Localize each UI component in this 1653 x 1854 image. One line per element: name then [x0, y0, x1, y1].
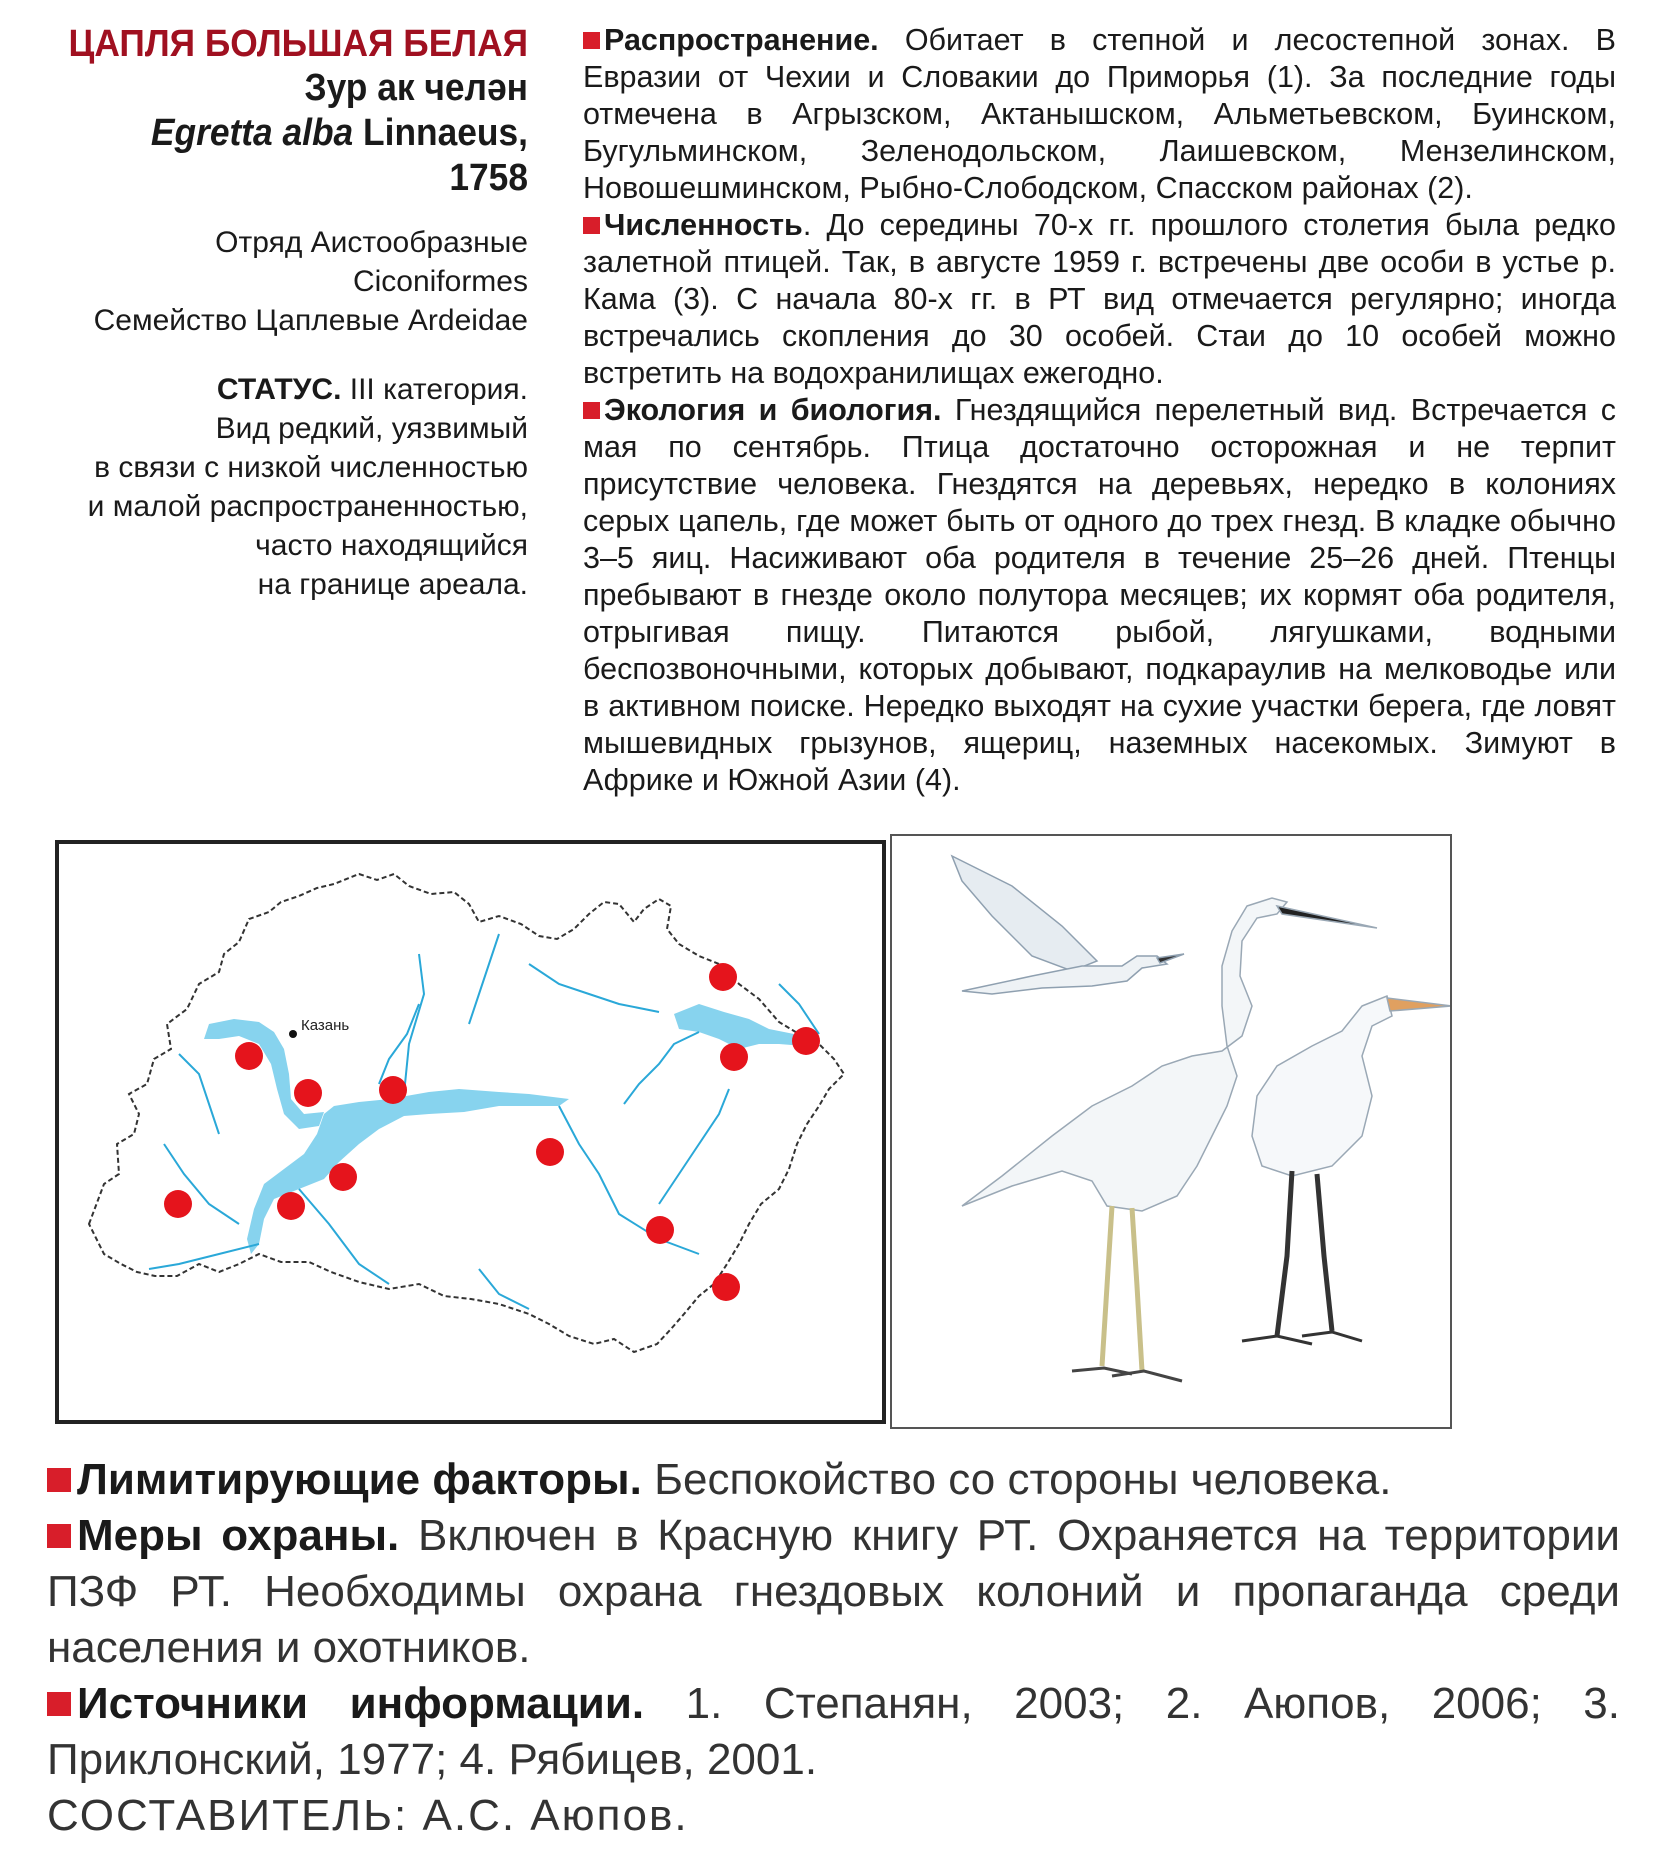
river — [404, 954, 424, 1094]
family-line: Семейство Цаплевые Ardeidae — [93, 304, 528, 337]
status-line: и малой распространенностью, — [87, 490, 528, 523]
river — [624, 1032, 699, 1104]
record-marker — [235, 1042, 263, 1070]
ecology-paragraph — [583, 392, 1616, 799]
river — [479, 1269, 529, 1309]
protection-measures — [47, 1508, 1620, 1676]
information-sources — [47, 1676, 1620, 1788]
river — [299, 1189, 389, 1284]
record-marker — [709, 963, 737, 991]
bullet-square-icon — [47, 1524, 71, 1548]
record-marker — [536, 1138, 564, 1166]
status-line: в связи с низкой численностью — [94, 451, 528, 484]
kazan-city-marker — [289, 1030, 297, 1038]
distribution-paragraph — [583, 22, 1616, 207]
bullet-square-icon — [47, 1468, 71, 1492]
distribution-text: Обитает в степной и лесостепной зонах. В Евразии от Чехии и Словакии до Приморья (1). За последние годы отмечена в Агрызском, Актанышском, Альметьевском, Буинском, Бугульминском, Зеленодольском, Лаишевском, Мензелинском, Новошешминском, Рыбно-Слободском, Спасском районах (2). — [583, 23, 1616, 205]
limiting-text: Беспокойство со стороны человека. — [654, 1455, 1392, 1504]
abundance-heading: Численность — [604, 208, 803, 242]
distribution-heading: Распространение. — [604, 23, 879, 57]
status-line: на границе ареала. — [257, 568, 528, 601]
order-line-1: Отряд Аистообразные — [215, 226, 528, 259]
status-block — [30, 370, 528, 604]
compiler-line: СОСТАВИТЕЛЬ: А.С. Аюпов. — [47, 1791, 689, 1840]
bullet-square-icon — [583, 32, 600, 49]
taxonomy-block — [30, 223, 528, 340]
river — [149, 1244, 259, 1269]
river — [659, 1089, 729, 1204]
order-line-2: Ciconiformes — [352, 265, 528, 298]
kazan-label: Казань — [301, 1017, 350, 1034]
species-title-tatar: Зур ак челән — [304, 67, 528, 109]
egret-drawing — [892, 836, 1450, 1427]
status-label: СТАТУС. — [216, 373, 342, 406]
sources-text: 1. Степанян, 2003; 2. Аюпов, 2006; 3. Приклонский, 1977; 4. Рябицев, 2001. — [47, 1679, 1620, 1784]
latin-author: Linnaeus, 1758 — [363, 112, 528, 199]
tatarstan-map — [59, 844, 882, 1420]
record-marker — [329, 1163, 357, 1191]
ecology-heading: Экология и биология. — [604, 393, 942, 427]
description-column — [583, 22, 1616, 799]
limiting-heading: Лимитирующие факторы. — [77, 1455, 642, 1504]
sources-heading: Источники информации. — [77, 1679, 645, 1728]
standing-egret-small — [1242, 996, 1450, 1344]
record-marker — [379, 1076, 407, 1104]
record-marker — [164, 1190, 192, 1218]
bullet-square-icon — [47, 1692, 71, 1716]
status-line: часто находящийся — [255, 529, 528, 562]
status-category: III категория. — [349, 373, 528, 406]
record-marker — [646, 1216, 674, 1244]
species-header — [30, 22, 528, 604]
record-marker — [720, 1043, 748, 1071]
ecology-text: Гнездящийся перелетный вид. Встречается с мая по сентябрь. Птица достаточно осторожная и не терпит присутствие человека. Гнездятся на деревьях, нередко в колониях серых цапель, где может быть от одного до трех гнезд. В кладке обычно 3–5 яиц. Насиживают оба родителя в течение 25–26 дней. Птенцы пребывают в гнезде около полутора месяцев; их кормят оба родителя, отрыгивая пищу. Питаются рыбой, лягушками, водными беспозвоночными, которых добывают, подкараулив на мелководье или в активном поиске. Нередко выходят на сухие участки берега, где ловят мышевидных грызунов, ящериц, наземных насекомых. Зимуют в Африке и Южной Азии (4). — [583, 393, 1616, 797]
abundance-text: . До середины 70-х гг. прошлого столетия была редко залетной птицей. Так, в августе 1959 г. встречены две особи в устье р. Кама (3). С начала 80-х гг. в РТ вид отмечается регулярно; иногда встречались скопления до 30 особей. Стаи до 10 особей можно встретить на водохранилищах ежегодно. — [583, 208, 1616, 390]
status-line: Вид редкий, уязвимый — [215, 412, 528, 445]
protection-heading: Меры охраны. — [77, 1511, 400, 1560]
record-marker — [792, 1027, 820, 1055]
river — [379, 1004, 419, 1084]
river — [179, 1054, 219, 1134]
abundance-paragraph — [583, 207, 1616, 392]
river — [529, 964, 659, 1012]
river — [469, 934, 499, 1024]
distribution-map — [55, 840, 886, 1424]
volga-river-water — [204, 1019, 324, 1129]
river — [559, 1106, 699, 1254]
flying-egret — [952, 856, 1184, 994]
bottom-section — [47, 1452, 1620, 1844]
limiting-factors — [47, 1452, 1620, 1508]
latin-binomial: Egretta alba — [150, 112, 354, 154]
record-marker — [294, 1079, 322, 1107]
protection-text: Включен в Красную книгу РТ. Охраняется на территории ПЗФ РТ. Необходимы охрана гнездовых колоний и пропаганда среди населения и охотников. — [47, 1511, 1620, 1672]
species-title: ЦАПЛЯ БОЛЬШАЯ БЕЛАЯ — [68, 23, 529, 65]
record-marker — [712, 1273, 740, 1301]
species-latin-name — [65, 111, 528, 201]
bullet-square-icon — [583, 217, 600, 234]
bullet-square-icon — [583, 402, 600, 419]
record-marker — [277, 1192, 305, 1220]
egret-illustration — [890, 834, 1452, 1429]
